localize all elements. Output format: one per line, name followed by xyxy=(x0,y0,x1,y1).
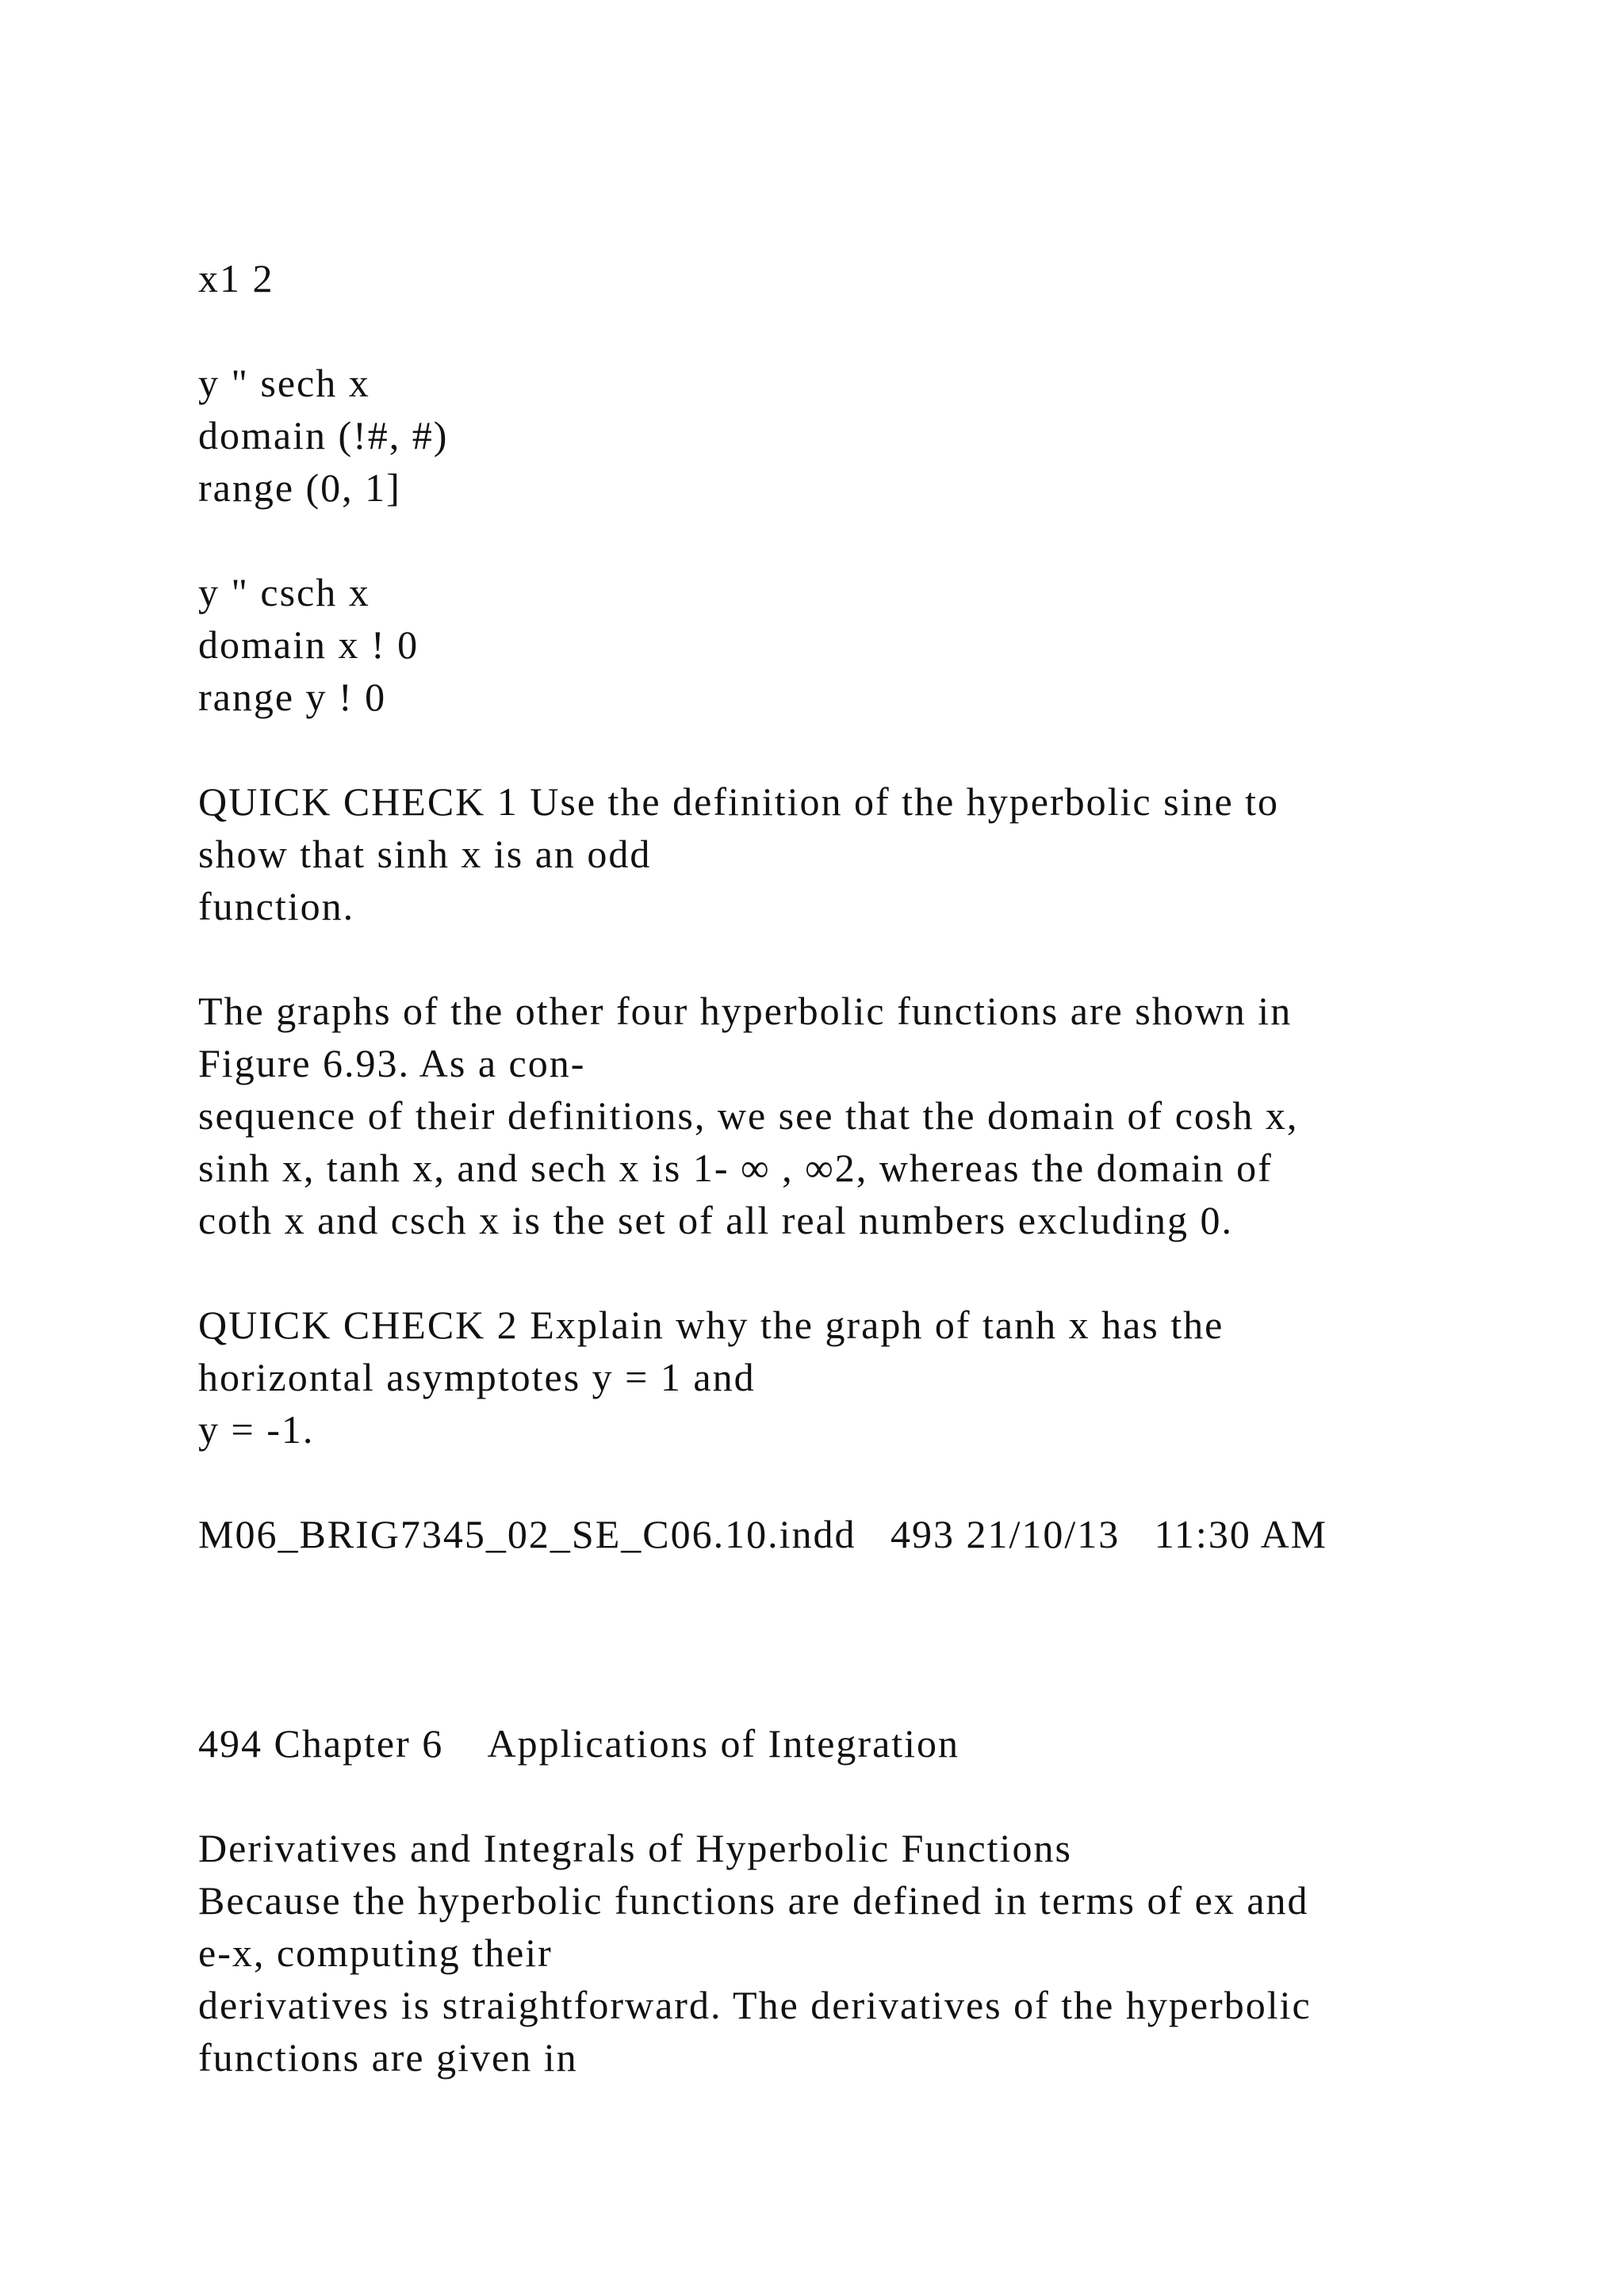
quick-check-1-line: function. xyxy=(198,884,355,928)
page-break-space xyxy=(198,1560,1562,1717)
text-line: y " csch x xyxy=(198,570,370,614)
text-line: domain x ! 0 xyxy=(198,622,419,667)
paragraph-line: coth x and csch x is the set of all real numbers excluding 0. xyxy=(198,1198,1234,1242)
page-493-block xyxy=(198,252,1562,1560)
footer-file-info: M06_BRIG7345_02_SE_C06.10.indd 493 21/10/13 11:30 AM xyxy=(198,1512,1328,1556)
blank-line xyxy=(198,514,1562,566)
quick-check-2-line: y = -1. xyxy=(198,1407,315,1452)
document-page xyxy=(198,252,1562,2084)
paragraph-line: derivatives is straightforward. The derivatives of the hyperbolic xyxy=(198,1983,1312,2027)
blank-line xyxy=(198,1246,1562,1299)
page-header: 494 Chapter 6 Applications of Integration xyxy=(198,1721,960,1766)
blank-line xyxy=(198,304,1562,357)
section-heading: Derivatives and Integrals of Hyperbolic Functions xyxy=(198,1826,1072,1870)
text-line: range (0, 1] xyxy=(198,465,401,510)
blank-line xyxy=(198,932,1562,985)
paragraph-line: functions are given in xyxy=(198,2035,578,2080)
quick-check-1-line: show that sinh x is an odd xyxy=(198,832,652,876)
text-line: y " sech x xyxy=(198,361,370,405)
paragraph-line: e-x, computing their xyxy=(198,1931,553,1975)
paragraph-line: Figure 6.93. As a con- xyxy=(198,1041,586,1085)
blank-line xyxy=(198,1456,1562,1508)
paragraph-line: Because the hyperbolic functions are defined in terms of ex and xyxy=(198,1878,1309,1923)
paragraph-line: sequence of their definitions, we see that the domain of cosh x, xyxy=(198,1093,1299,1138)
page-494-block xyxy=(198,1717,1562,2084)
paragraph-line: The graphs of the other four hyperbolic functions are shown in xyxy=(198,989,1293,1033)
paragraph-line: sinh x, tanh x, and sech x is 1- ∞ , ∞2, whereas the domain of xyxy=(198,1146,1273,1190)
text-line: x1 2 xyxy=(198,256,274,300)
quick-check-1-line: QUICK CHECK 1 Use the definition of the hyperbolic sine to xyxy=(198,779,1280,824)
text-line: domain (!#, #) xyxy=(198,413,449,457)
blank-line xyxy=(198,723,1562,775)
blank-line xyxy=(198,1770,1562,1822)
text-line: range y ! 0 xyxy=(198,675,387,719)
quick-check-2-line: horizontal asymptotes y = 1 and xyxy=(198,1355,756,1399)
quick-check-2-line: QUICK CHECK 2 Explain why the graph of tanh x has the xyxy=(198,1303,1224,1347)
